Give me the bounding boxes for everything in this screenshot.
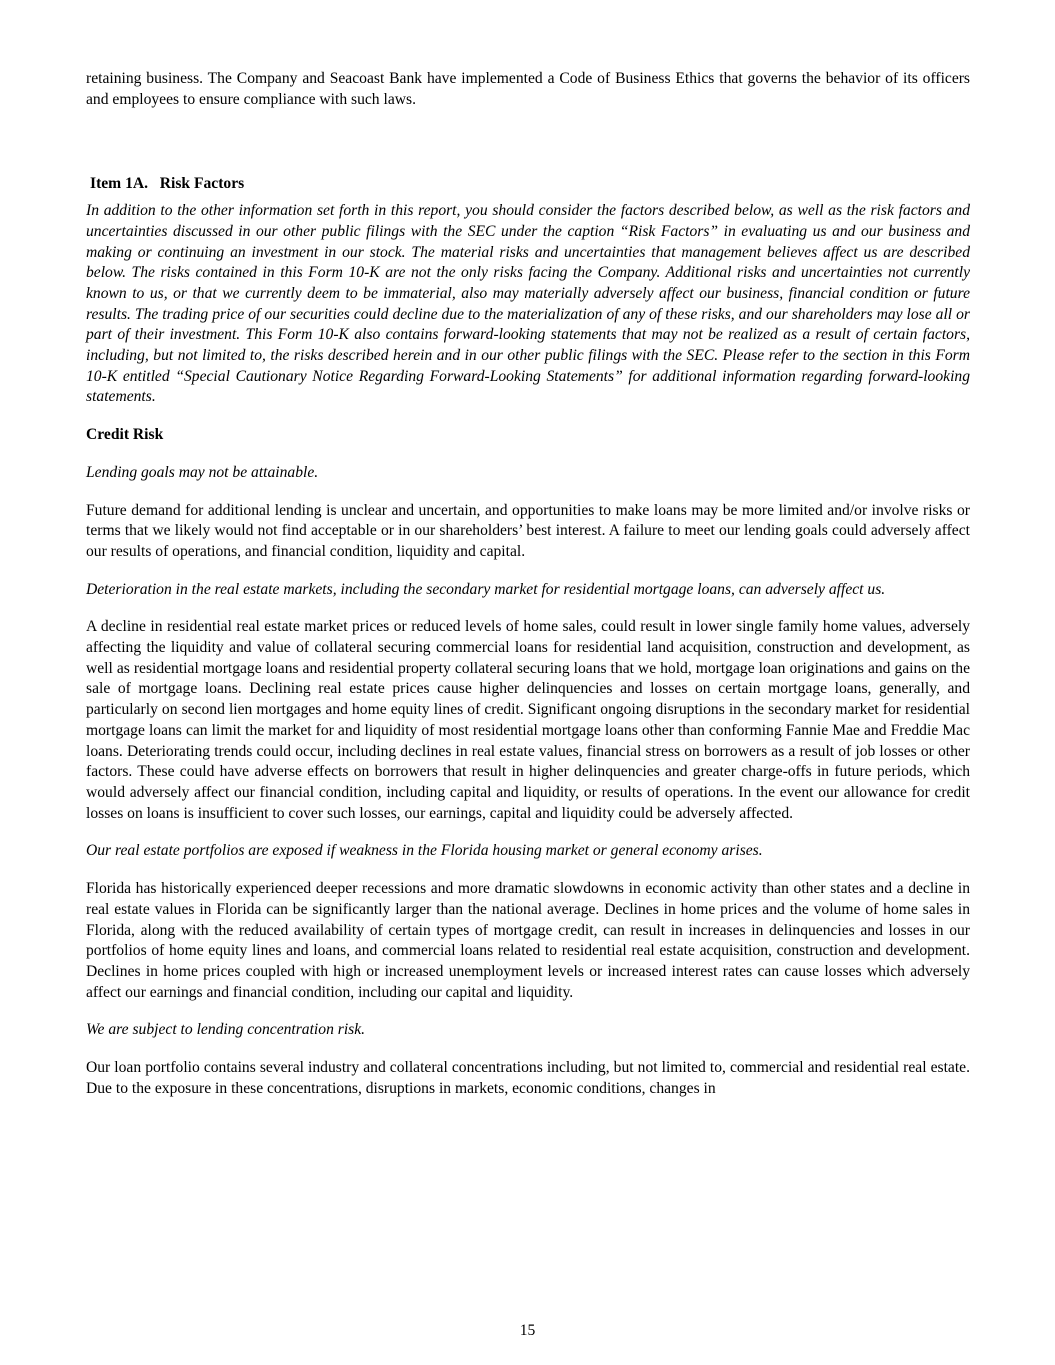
document-page bbox=[86, 69, 970, 1116]
section-heading-credit-risk: Credit Risk bbox=[86, 426, 164, 444]
risk-body-concentration: Our loan portfolio contains several industry and collateral concentrations including, but not limited to, commercial and residential real estate. Due to the exposure in these concentrations, disruptions in markets, economic conditions, changes in bbox=[86, 1059, 970, 1097]
item-heading-text: Item 1A. Risk Factors bbox=[90, 175, 245, 193]
risk-subheading-real-estate-markets: Deterioration in the real estate markets, including the secondary market for residential mortgage loans, can adversely affect us. bbox=[86, 580, 886, 598]
risk-subheading-concentration: We are subject to lending concentration risk. bbox=[86, 1021, 366, 1039]
item-heading bbox=[90, 174, 970, 195]
risk-factors-intro: In addition to the other information set forth in this report, you should consider the factors described below, as well as the risk factors and uncertainties discussed in our other public filings with the SEC under the caption “Risk Factors” in evaluating us and our business and making or continuing an investment in our stock. The material risks and uncertainties that management believes affect us are described below. The risks contained in this Form 10-K are not the only risks facing the Company. Additional risks and uncertainties not currently known to us, or that we currently deem to be immaterial, also may materially adversely affect our business, financial condition or future results. The trading price of our securities could decline due to the materialization of any of these risks, and our shareholders may lose all or part of their investment. This Form 10-K also contains forward-looking statements that may not be realized as a result of certain factors, including, but not limited to, the risks described herein and in our other public filings with the SEC. Please refer to the section in this Form 10-K entitled “Special Cautionary Notice Regarding Forward-Looking Statements” for additional information regarding forward-looking statements. bbox=[86, 202, 970, 406]
page-number: 15 bbox=[519, 1322, 536, 1339]
risk-body-lending-goals: Future demand for additional lending is unclear and uncertain, and opportunities to make loans may be more limited and/or involve risks or terms that we likely would not find acceptable or in our shareholders’ best interest. A failure to meet our lending goals could adversely affect our results of operations, and financial condition, liquidity and capital. bbox=[86, 501, 970, 560]
intro-paragraph: retaining business. The Company and Seacoast Bank have implemented a Code of Business Ethics that governs the behavior of its officers and employees to ensure compliance with such laws. bbox=[86, 70, 970, 108]
risk-body-real-estate-markets: A decline in residential real estate market prices or reduced levels of home sales, could result in lower single family home values, adversely affecting the liquidity and value of collateral securing commercial loans for residential land acquisition, construction and development, as well as residential mortgage loans and residential property collateral securing loans that we hold, mortgage loan originations and gains on the sale of mortgage loans. Declining real estate prices cause higher delinquencies and losses on certain mortgage loans, generally, and particularly on second lien mortgages and home equity lines of credit. Significant ongoing disruptions in the secondary market for residential mortgage loans can limit the market for and liquidity of most residential mortgage loans other than conforming Fannie Mae and Freddie Mac loans. Deteriorating trends could occur, including declines in real estate values, financial stress on borrowers as a result of job losses or other factors. These could have adverse effects on borrowers that result in higher delinquencies and greater charge-offs in future periods, which would adversely affect our financial condition, including capital and liquidity, or results of operations. In the event our allowance for credit losses on loans is insufficient to cover such losses, our earnings, capital and liquidity could be adversely affected. bbox=[86, 618, 970, 822]
risk-body-florida-housing: Florida has historically experienced deeper recessions and more dramatic slowdowns in economic activity than other states and a decline in real estate values in Florida can be significantly larger than the national average. Declines in home prices and the volume of home sales in Florida, along with the reduced availability of certain types of mortgage credit, can result in increases in delinquencies and losses in our portfolios of home equity lines and loans, and commercial loans related to residential real estate acquisition, construction and development. Declines in home prices coupled with high or increased unemployment levels or increased interest rates can cause losses which adversely affect our earnings and financial condition, including our capital and liquidity. bbox=[86, 880, 970, 1001]
risk-subheading-lending-goals: Lending goals may not be attainable. bbox=[86, 463, 319, 481]
risk-subheading-florida-housing: Our real estate portfolios are exposed if weakness in the Florida housing market or general economy arises. bbox=[86, 842, 763, 860]
